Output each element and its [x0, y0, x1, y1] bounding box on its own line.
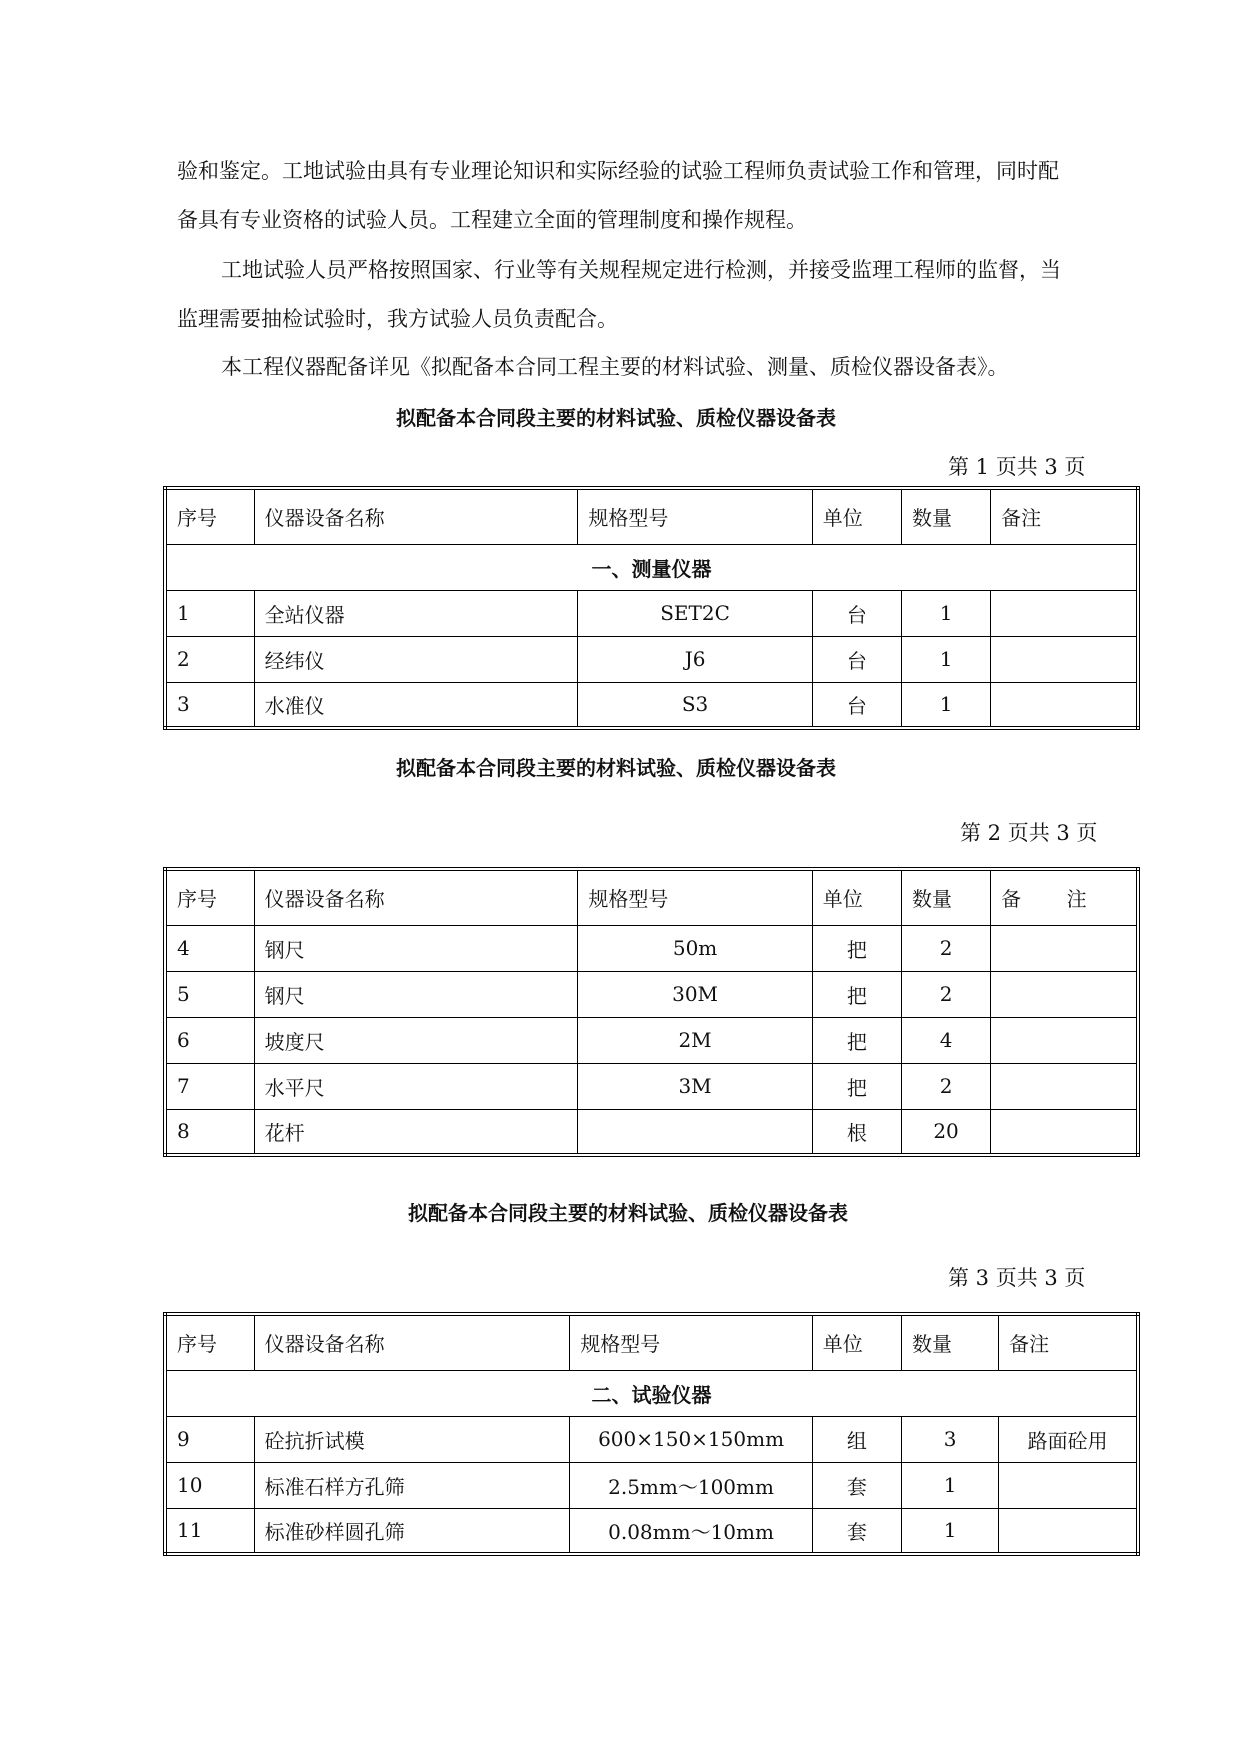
table-row — [165, 682, 1138, 728]
table-cell: 把 — [812, 1063, 901, 1109]
table-cell: 3 — [901, 1416, 998, 1462]
table-cell: 把 — [812, 971, 901, 1017]
table-cell — [999, 1508, 1138, 1554]
table-row — [165, 1462, 1138, 1508]
table-cell: 4 — [165, 925, 254, 971]
table-cell: 600×150×150mm — [570, 1416, 812, 1462]
table-cell — [999, 1462, 1138, 1508]
header-cell: 数量 — [901, 488, 990, 544]
table-cell: 套 — [812, 1508, 901, 1554]
table-row — [165, 636, 1138, 682]
table-cell: 台 — [812, 682, 901, 728]
paragraph-line: 监理需要抽检试验时，我方试验人员负责配合。 — [177, 307, 618, 331]
table-cell — [991, 1109, 1138, 1155]
header-cell: 单位 — [812, 1314, 901, 1370]
equipment-table — [163, 867, 1140, 1157]
table-cell: 台 — [812, 636, 901, 682]
table-cell: 水准仪 — [254, 682, 578, 728]
table-cell — [991, 925, 1138, 971]
table-header-row — [165, 488, 1138, 544]
table-row — [165, 590, 1138, 636]
header-cell: 单位 — [812, 869, 901, 925]
header-cell: 仪器设备名称 — [254, 488, 578, 544]
table-cell: 台 — [812, 590, 901, 636]
table-cell: 组 — [812, 1416, 901, 1462]
paragraph-line: 备具有专业资格的试验人员。工程建立全面的管理制度和操作规程。 — [177, 208, 807, 232]
table-cell: 全站仪器 — [254, 590, 578, 636]
table-row — [165, 1508, 1138, 1554]
table-cell: 根 — [812, 1109, 901, 1155]
section-heading: 二、试验仪器 — [165, 1370, 1138, 1416]
table-cell: 1 — [165, 590, 254, 636]
table-cell: 3M — [578, 1063, 812, 1109]
table-cell: 1 — [901, 1462, 998, 1508]
paragraph-line: 工地试验人员严格按照国家、行业等有关规程规定进行检测，并接受监理工程师的监督，当 — [221, 258, 1061, 282]
header-cell: 规格型号 — [578, 488, 812, 544]
table-title: 拟配备本合同段主要的材料试验、质检仪器设备表 — [396, 406, 836, 430]
table-cell: J6 — [578, 636, 812, 682]
table-title: 拟配备本合同段主要的材料试验、质检仪器设备表 — [396, 756, 836, 780]
header-cell: 备注 — [991, 488, 1138, 544]
table-cell: 套 — [812, 1462, 901, 1508]
table-cell: 2.5mm～100mm — [570, 1462, 812, 1508]
section-heading: 一、测量仪器 — [165, 544, 1138, 590]
table-cell: 钢尺 — [254, 925, 578, 971]
table-cell: 把 — [812, 925, 901, 971]
table-cell: 0.08mm～10mm — [570, 1508, 812, 1554]
table-cell: 水平尺 — [254, 1063, 578, 1109]
table-cell: 1 — [901, 1508, 998, 1554]
table-cell: 3 — [165, 682, 254, 728]
table-cell: 2 — [165, 636, 254, 682]
table-cell: 2 — [901, 1063, 990, 1109]
table-cell: 6 — [165, 1017, 254, 1063]
header-cell: 备注 — [999, 1314, 1138, 1370]
page-indicator: 第 3 页共 3 页 — [948, 1266, 1086, 1290]
table-cell: 9 — [165, 1416, 254, 1462]
equipment-table — [163, 1312, 1140, 1556]
table-header-row — [165, 1314, 1138, 1370]
paragraph-line: 验和鉴定。工地试验由具有专业理论知识和实际经验的试验工程师负责试验工作和管理，同时配 — [177, 159, 1059, 183]
header-cell: 备 注 — [991, 869, 1138, 925]
table-cell: 30M — [578, 971, 812, 1017]
equipment-table — [163, 486, 1140, 730]
header-cell: 规格型号 — [578, 869, 812, 925]
table-cell: S3 — [578, 682, 812, 728]
table-cell: 标准石样方孔筛 — [254, 1462, 570, 1508]
header-cell: 仪器设备名称 — [254, 869, 578, 925]
header-cell: 规格型号 — [570, 1314, 812, 1370]
section-row — [165, 1370, 1138, 1416]
header-cell: 数量 — [901, 869, 990, 925]
table-row — [165, 1017, 1138, 1063]
table-cell — [991, 682, 1138, 728]
table-cell — [991, 1017, 1138, 1063]
header-cell: 数量 — [901, 1314, 998, 1370]
section-row — [165, 544, 1138, 590]
table-cell: 7 — [165, 1063, 254, 1109]
paragraph-line: 本工程仪器配备详见《拟配备本合同工程主要的材料试验、测量、质检仪器设备表》。 — [221, 355, 1009, 379]
table-cell: 经纬仪 — [254, 636, 578, 682]
table-cell: 标准砂样圆孔筛 — [254, 1508, 570, 1554]
table-cell: 2 — [901, 971, 990, 1017]
table-cell — [991, 636, 1138, 682]
table-cell — [991, 590, 1138, 636]
table-row — [165, 1416, 1138, 1462]
table-cell: 把 — [812, 1017, 901, 1063]
table-cell: 20 — [901, 1109, 990, 1155]
table-cell: 1 — [901, 682, 990, 728]
table-cell: 2 — [901, 925, 990, 971]
table-row — [165, 971, 1138, 1017]
header-cell: 序号 — [165, 869, 254, 925]
table-cell: 坡度尺 — [254, 1017, 578, 1063]
table-cell: 2M — [578, 1017, 812, 1063]
table-cell: 1 — [901, 590, 990, 636]
header-cell: 序号 — [165, 1314, 254, 1370]
table-cell: 8 — [165, 1109, 254, 1155]
table-cell — [991, 1063, 1138, 1109]
table-row — [165, 1109, 1138, 1155]
header-cell: 仪器设备名称 — [254, 1314, 570, 1370]
table-cell: SET2C — [578, 590, 812, 636]
table-cell: 11 — [165, 1508, 254, 1554]
page-indicator: 第 1 页共 3 页 — [948, 455, 1086, 479]
table-cell — [991, 971, 1138, 1017]
page-indicator: 第 2 页共 3 页 — [960, 821, 1098, 845]
table-title: 拟配备本合同段主要的材料试验、质检仪器设备表 — [408, 1201, 848, 1225]
table-cell: 钢尺 — [254, 971, 578, 1017]
header-cell: 序号 — [165, 488, 254, 544]
table-cell: 1 — [901, 636, 990, 682]
table-row — [165, 1063, 1138, 1109]
table-cell: 5 — [165, 971, 254, 1017]
table-cell: 10 — [165, 1462, 254, 1508]
table-cell: 路面砼用 — [999, 1416, 1138, 1462]
table-cell: 砼抗折试模 — [254, 1416, 570, 1462]
table-cell: 50m — [578, 925, 812, 971]
table-cell: 花杆 — [254, 1109, 578, 1155]
table-cell: 4 — [901, 1017, 990, 1063]
table-header-row — [165, 869, 1138, 925]
table-row — [165, 925, 1138, 971]
header-cell: 单位 — [812, 488, 901, 544]
table-cell — [578, 1109, 812, 1155]
